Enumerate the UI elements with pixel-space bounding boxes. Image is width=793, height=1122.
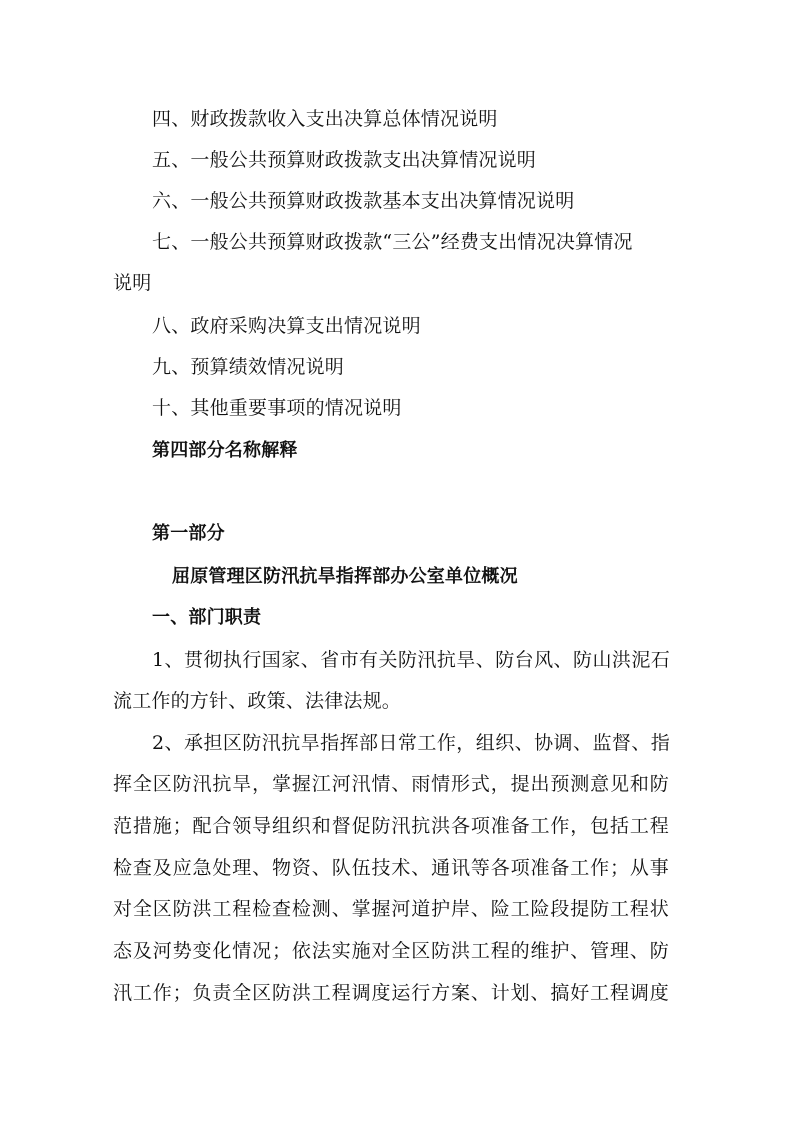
toc-item-4: 四、财政拨款收入支出决算总体情况说明 [152, 108, 498, 130]
toc-item-7-line1: 七、一般公共预算财政拨款“三公”经费支出情况决算情况 [152, 231, 633, 253]
toc-item-10: 十、其他重要事项的情况说明 [152, 397, 402, 419]
para2-line: 范措施；配合领导组织和督促防汛抗洪各项准备工作，包括工程 [113, 815, 669, 837]
para2-line: 态及河势变化情况；依法实施对全区防洪工程的维护、管理、防 [113, 940, 669, 962]
toc-item-6: 六、一般公共预算财政拨款基本支出决算情况说明 [152, 190, 575, 212]
para1-line: 1、贯彻执行国家、省市有关防汛抗旱、防台风、防山洪泥石 [152, 649, 670, 671]
part-1-subtitle: 屈原管理区防汛抗旱指挥部办公室单位概况 [172, 566, 518, 587]
para2-line: 检查及应急处理、物资、队伍技术、通讯等各项准备工作；从事 [113, 857, 669, 879]
toc-item-8: 八、政府采购决算支出情况说明 [152, 315, 421, 337]
para1-line: 流工作的方针、政策、法律法规。 [113, 690, 402, 712]
toc-item-9: 九、预算绩效情况说明 [152, 356, 345, 378]
para2-line: 汛工作；负责全区防洪工程调度运行方案、计划、搞好工程调度 [113, 982, 669, 1004]
para2-line: 2、承担区防汛抗旱指挥部日常工作，组织、协调、监督、指 [152, 732, 670, 754]
toc-item-5: 五、一般公共预算财政拨款支出决算情况说明 [152, 149, 537, 171]
para2-line: 挥全区防汛抗旱，掌握江河汛情、雨情形式，提出预测意见和防 [113, 773, 669, 795]
para2-line: 对全区防洪工程检查检测、掌握河道护岸、险工险段提防工程状 [113, 898, 669, 920]
toc-part-4: 第四部分名称解释 [152, 440, 298, 461]
part-1-heading: 第一部分 [152, 523, 225, 544]
toc-item-7-line2: 说明 [113, 272, 152, 294]
section-heading-duties: 一、部门职责 [152, 607, 262, 628]
